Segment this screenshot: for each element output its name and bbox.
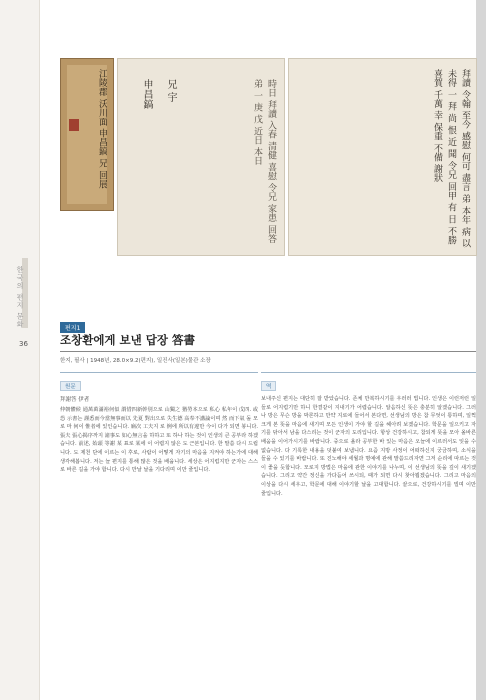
letter1-body: 時日 拜讀 入春 清健 喜慰 令兄 家患 回答 弟 一 庚 戊 近日 本日 <box>252 79 276 244</box>
envelope-photo <box>60 58 114 211</box>
section-tag: 편지1 <box>60 322 85 333</box>
section-meta: 한지, 필사 | 1948년, 28.0×9.2(편지), 일진사(일본)물관 소장 <box>60 358 211 364</box>
letter1-honorific: 兄 宇 <box>165 79 176 103</box>
title-divider <box>60 351 476 352</box>
original-text-tag: 원문 <box>60 381 81 391</box>
side-section-label: 한국의 편지 문화 <box>16 266 24 329</box>
page-edge-shadow <box>476 0 486 700</box>
letter-photo-2 <box>288 58 477 256</box>
original-text-subtitle: 拜謝答 伊者 <box>60 397 90 403</box>
original-text-body: 仲朝體候 通萬萬滿裕何似 謂惜四新幹別으로 山獨之 猶勞本으로 私心 私年이 戊四. 或恐 示書는 謹悉而今當無事而以 先夏 對出으로 失生德 高奉不講論이며 然 而下氣 돌 모로 마 何이 惟者에 있인습니다. 廟次 工夫지 로 例에 所以有違만 今이 다가 되면 봉니다. 張夫 張心揭序까지 諸事도 如心無言을 하하고 또 하나 하는 것이 인생의 큰 공부라 하겠습니다. 前述, 始頭 等謝 某 표로 某에 이 어렵지 않은 도 근본입니다. 한 말씀 다시 드립니다. 도 제천 단에 이르는 이 후로, 사람이 어떻게 자기의 마음을 지켜야 하는가에 대해 생각해봅니다. 저는 늘 편지를 통해 많은 것을 배웁니다. 세상은 어지럽지만 군자는 스스로 바른 길을 가야 합니다. 다시 만날 날을 기다리며 이만 줄입니다. <box>60 407 258 474</box>
translation-tag: 역 <box>261 381 276 391</box>
translation-body: 보내주신 편지는 대단히 잘 받았습니다. 존체 만복하시기를 우러러 빕니다. 인생은 이런저런 일들로 어지럽기만 하니 한결같이 지내기가 어렵습니다. 알음하신 뜻은 충분히 알겠습니다. 그러나 방은 무슨 방을 막론하고 만약 지로에 들어서 본다면, 선생님의 방은 참 무엇이 통하며, 일찍 크게 본 뜻을 마음에 새기며 모든 인생이 가야 할 길을 헤아려 보겠습니다. 학문을 일으키고 자기를 닦아서 남을 다스리는 것이 군자의 도리입니다. 항상 건강하시고, 참되게 뜻을 모아 올바른 배움을 이어가시기를 바랍니다. 중으로 올라 공부한 바 있는 마음은 오늘에 이르러서도 잊을 수 없습니다. 다 기록한 내용을 덧붙여 보냅니다. 요즘 지방 사정이 어떠하신지 궁금하며, 소식을 들을 수 있기를 바랍니다. 또 진노해야 세월과 명예에 관해 말씀드리자면 그저 순리에 따르는 것이 좋을 듯합니다. 모로지 방법은 마을에 관한 이야기를 나누며, 이 선생님의 뜻을 깊이 새기겠습니다. 그리고 약간 정신을 가다듬어 쓰시되, 때가 되면 다시 찾아뵙겠습니다. 그리고 마음의 이상을 다시 세우고, 학문에 대해 이야기할 날을 고대합니다. 끝으로, 건강하시기를 빌며 이만 줄입니다. <box>261 396 476 497</box>
page-number: 36 <box>19 340 28 348</box>
letter1-recipient: 申昌鎬 <box>141 79 152 109</box>
envelope-address: 江陵郡 沃川面 申昌鎬 兄 回展 <box>97 69 107 189</box>
side-margin <box>0 0 40 700</box>
letter-photo-1 <box>117 58 285 256</box>
envelope-stamp <box>69 119 79 131</box>
original-text-column <box>60 372 258 475</box>
section-title: 조창환에게 보낸 답장 答書 <box>60 333 195 347</box>
letter2-body: 拜讀 令翰 至今 感慰 何可 盡言 弟 本年 病 以 未得 一 拜 尚 恨 近 聞 令兄 回甲 有 日 不勝 喜賀 千萬 幸 保重 不備 謝狀 <box>432 69 470 248</box>
translation-column <box>261 372 476 498</box>
